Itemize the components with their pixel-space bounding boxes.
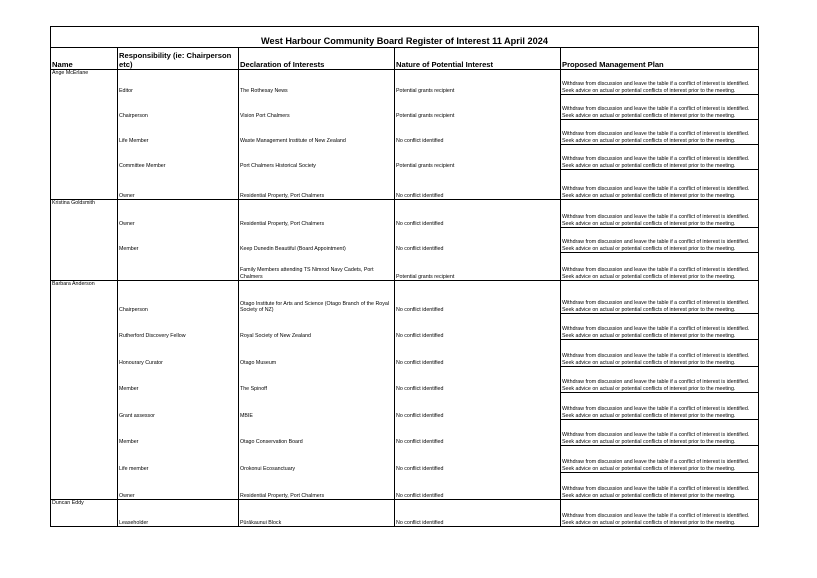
- nature-cell: No conflict identified: [395, 446, 561, 473]
- nature-cell: No conflict identified: [395, 170, 561, 200]
- table-row: [51, 473, 759, 500]
- responsibility-cell: Editor: [118, 70, 239, 95]
- plan-cell: Withdraw from discussion and leave the table if a conflict of interest is identified. Seek advice on actual or potential conflicts of interest prior to the meeting.: [561, 200, 759, 228]
- header-name: Name: [51, 48, 118, 70]
- table-row: [51, 70, 759, 95]
- plan-cell: Withdraw from discussion and leave the table if a conflict of interest is identified. Seek advice on actual or potential conflicts of interest prior to the meeting.: [561, 70, 759, 95]
- nature-cell: Potential grants recipient: [395, 145, 561, 170]
- table-row: [51, 367, 759, 393]
- table-row: [51, 120, 759, 145]
- table-row: [51, 145, 759, 170]
- table-row: [51, 95, 759, 120]
- register-title: West Harbour Community Board Register of Interest 11 April 2024: [51, 27, 759, 48]
- declaration-cell: Royal Society of New Zealand: [239, 314, 395, 340]
- plan-cell: Withdraw from discussion and leave the table if a conflict of interest is identified. Seek advice on actual or potential conflicts of interest prior to the meeting.: [561, 314, 759, 340]
- table-row: [51, 200, 759, 228]
- declaration-cell: Keep Dunedin Beautiful (Board Appointment): [239, 228, 395, 253]
- register-table: [50, 26, 759, 527]
- declaration-cell: Otago Conservation Board: [239, 420, 395, 446]
- declaration-cell: Residential Property, Port Chalmers: [239, 170, 395, 200]
- table-row: [51, 253, 759, 281]
- responsibility-cell: Committee Member: [118, 145, 239, 170]
- responsibility-cell: Owner: [118, 200, 239, 228]
- member-name: Ange McErlane: [51, 70, 118, 200]
- nature-cell: No conflict identified: [395, 500, 561, 527]
- plan-cell: Withdraw from discussion and leave the table if a conflict of interest is identified. Seek advice on actual or potential conflicts of interest prior to the meeting.: [561, 228, 759, 253]
- responsibility-cell: Life member: [118, 446, 239, 473]
- declaration-cell: Port Chalmers Historical Society: [239, 145, 395, 170]
- nature-cell: No conflict identified: [395, 340, 561, 367]
- responsibility-cell: Grant assessor: [118, 393, 239, 420]
- plan-cell: Withdraw from discussion and leave the table if a conflict of interest is identified. Seek advice on actual or potential conflicts of interest prior to the meeting.: [561, 420, 759, 446]
- plan-cell: Withdraw from discussion and leave the table if a conflict of interest is identified. Seek advice on actual or potential conflicts of interest prior to the meeting.: [561, 120, 759, 145]
- declaration-cell: The Spinoff: [239, 367, 395, 393]
- responsibility-cell: Owner: [118, 473, 239, 500]
- register-body: [51, 70, 759, 527]
- nature-cell: No conflict identified: [395, 420, 561, 446]
- responsibility-cell: Life Member: [118, 120, 239, 145]
- nature-cell: No conflict identified: [395, 200, 561, 228]
- responsibility-cell: Leaseholder: [118, 500, 239, 527]
- register-sheet: [50, 26, 758, 527]
- nature-cell: No conflict identified: [395, 473, 561, 500]
- header-nature: Nature of Potential Interest: [395, 48, 561, 70]
- plan-cell: Withdraw from discussion and leave the table if a conflict of interest is identified. Seek advice on actual or potential conflicts of interest prior to the meeting.: [561, 95, 759, 120]
- declaration-cell: Orokonui Ecosanctuary: [239, 446, 395, 473]
- table-row: [51, 170, 759, 200]
- responsibility-cell: Owner: [118, 170, 239, 200]
- plan-cell: Withdraw from discussion and leave the table if a conflict of interest is identified. Seek advice on actual or potential conflicts of interest prior to the meeting.: [561, 340, 759, 367]
- plan-cell: Withdraw from discussion and leave the table if a conflict of interest is identified. Seek advice on actual or potential conflicts of interest prior to the meeting.: [561, 393, 759, 420]
- plan-cell: Withdraw from discussion and leave the table if a conflict of interest is identified. Seek advice on actual or potential conflicts of interest prior to the meeting.: [561, 473, 759, 500]
- table-row: [51, 314, 759, 340]
- plan-cell: Withdraw from discussion and leave the table if a conflict of interest is identified. Seek advice on actual or potential conflicts of interest prior to the meeting.: [561, 253, 759, 281]
- plan-cell: Withdraw from discussion and leave the table if a conflict of interest is identified. Seek advice on actual or potential conflicts of interest prior to the meeting.: [561, 281, 759, 314]
- plan-cell: Withdraw from discussion and leave the table if a conflict of interest is identified. Seek advice on actual or potential conflicts of interest prior to the meeting.: [561, 170, 759, 200]
- table-row: [51, 228, 759, 253]
- member-name: Barbara Anderson: [51, 281, 118, 500]
- responsibility-cell: Member: [118, 228, 239, 253]
- plan-cell: Withdraw from discussion and leave the table if a conflict of interest is identified. Seek advice on actual or potential conflicts of interest prior to the meeting.: [561, 145, 759, 170]
- nature-cell: Potential grants recipient: [395, 95, 561, 120]
- declaration-cell: Waste Management Institute of New Zealand: [239, 120, 395, 145]
- table-row: [51, 500, 759, 527]
- declaration-cell: Otago Institute for Arts and Science (Otago Branch of the Royal Society of NZ): [239, 281, 395, 314]
- declaration-cell: Family Members attending TS Nimrod Navy Cadets, Port Chalmers: [239, 253, 395, 281]
- header-responsibility: Responsibility (ie: Chairperson etc): [118, 48, 239, 70]
- header-plan: Proposed Management Plan: [561, 48, 759, 70]
- responsibility-cell: Member: [118, 420, 239, 446]
- plan-cell: Withdraw from discussion and leave the table if a conflict of interest is identified. Seek advice on actual or potential conflicts of interest prior to the meeting.: [561, 500, 759, 527]
- nature-cell: Potential grants recipient: [395, 70, 561, 95]
- responsibility-cell: [118, 253, 239, 281]
- responsibility-cell: Chairperson: [118, 95, 239, 120]
- nature-cell: No conflict identified: [395, 367, 561, 393]
- declaration-cell: Residential Property, Port Chalmers: [239, 200, 395, 228]
- plan-cell: Withdraw from discussion and leave the table if a conflict of interest is identified. Seek advice on actual or potential conflicts of interest prior to the meeting.: [561, 367, 759, 393]
- nature-cell: No conflict identified: [395, 314, 561, 340]
- nature-cell: No conflict identified: [395, 120, 561, 145]
- table-row: [51, 393, 759, 420]
- responsibility-cell: Honourary Curator: [118, 340, 239, 367]
- table-row: [51, 420, 759, 446]
- table-row: [51, 281, 759, 314]
- declaration-cell: Residential Property, Port Chalmers: [239, 473, 395, 500]
- nature-cell: No conflict identified: [395, 228, 561, 253]
- declaration-cell: Pūrākaunui Block: [239, 500, 395, 527]
- header-declaration: Declaration of Interests: [239, 48, 395, 70]
- responsibility-cell: Rutherford Discovery Fellow: [118, 314, 239, 340]
- table-row: [51, 340, 759, 367]
- member-name: Duncan Eddy: [51, 500, 118, 527]
- nature-cell: No conflict identified: [395, 393, 561, 420]
- responsibility-cell: Member: [118, 367, 239, 393]
- declaration-cell: Vision Port Chalmers: [239, 95, 395, 120]
- member-name: Kristina Goldsmith: [51, 200, 118, 281]
- table-row: [51, 446, 759, 473]
- responsibility-cell: Chairperson: [118, 281, 239, 314]
- nature-cell: No conflict identified: [395, 281, 561, 314]
- plan-cell: Withdraw from discussion and leave the table if a conflict of interest is identified. Seek advice on actual or potential conflicts of interest prior to the meeting.: [561, 446, 759, 473]
- nature-cell: Potential grants recipient: [395, 253, 561, 281]
- declaration-cell: Otago Museum: [239, 340, 395, 367]
- declaration-cell: The Rothesay News: [239, 70, 395, 95]
- declaration-cell: MBIE: [239, 393, 395, 420]
